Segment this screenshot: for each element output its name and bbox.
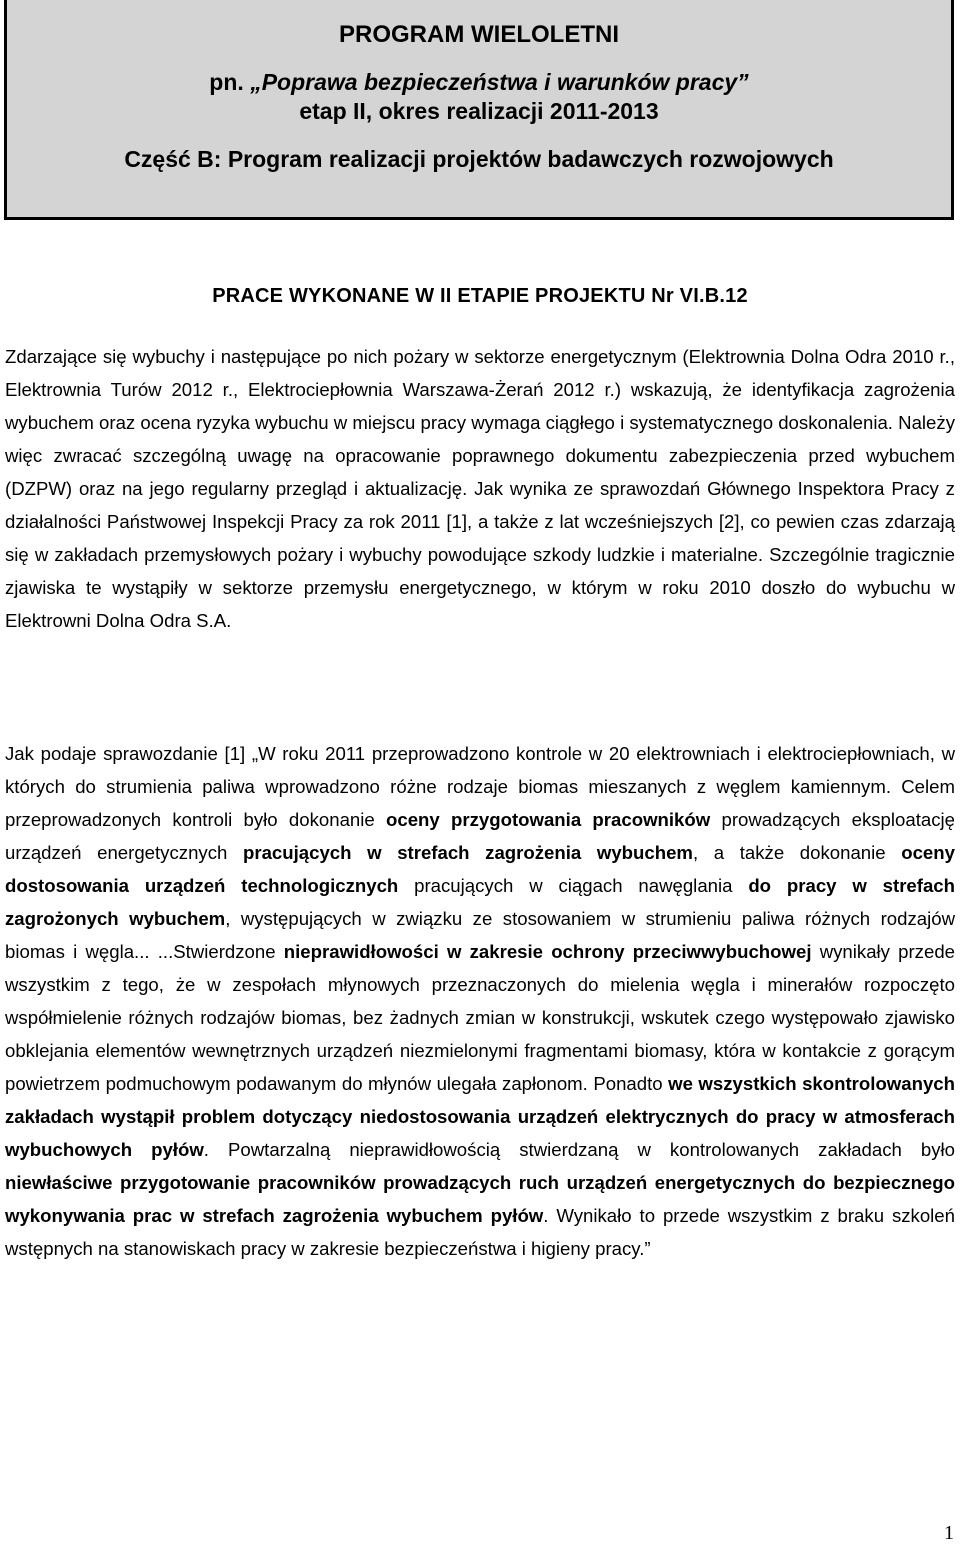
program-label: PROGRAM WIELOLETNI <box>339 21 619 48</box>
quote-segment: , występujących w związku ze stosowaniem w strumieniu paliwa różnych rodzajów biomas i węgla... ...Stwierdzone <box>5 908 956 962</box>
quote-emphasis: niewłaściwe przygotowanie pracowników prowadzących ruch urządzeń energetycznych do bezpiecznego wykonywania prac w strefach zagrożenia wybuchem pyłów <box>5 1172 955 1226</box>
paragraph-report-quote <box>5 737 955 1265</box>
quote-emphasis: we wszystkich skontrolowanych zakładach wystąpił problem dotyczący niedostosowania urządzeń elektrycznych do pracy w atmosferach wybuchowych pyłów <box>5 1073 955 1160</box>
quote-segment: pracujących w ciągach nawęglania <box>398 875 749 896</box>
program-part: Część B: Program realizacji projektów badawczych rozwojowych <box>124 146 834 172</box>
quote-segment: . Powtarzalną nieprawidłowością stwierdzaną w kontrolowanych zakładach było <box>203 1139 955 1160</box>
quote-segment: Jak podaje sprawozdanie [1] „W roku 2011 przeprowadzono kontrole w 20 elektrowniach i elektrociepłowniach, w których do strumienia paliwa wprowadzono różne rodzaje biomas mieszanych z węglem kamiennym. Celem przeprowadzonych kontroli było dokonanie <box>5 743 955 830</box>
quote-segment: , a także dokonanie <box>692 842 902 863</box>
program-name-prefix: pn. <box>209 69 251 95</box>
program-name <box>7 69 951 96</box>
quote-emphasis: pracujących w strefach zagrożenia wybuchem <box>242 842 693 863</box>
program-header-box <box>4 0 954 220</box>
quote-segment: . Wynikało to przede wszystkim z braku szkoleń wstępnych na stanowiskach pracy w zakresie bezpieczeństwa i higieny pracy.” <box>5 1205 955 1259</box>
paragraph-intro-text-b: Jak wynika ze sprawozdań Głównego Inspektora Pracy z działalności Państwowej Inspekcji Pracy za rok 2011 [1], a także z lat wcześniejszych [2], co pewien czas zdarzają się w zakładach przemysłowych pożary i wybuchy powodujące szkody ludzkie i materialne. Szczególnie tragicznie zjawiska te wystąpiły w sektorze przemysłu energetycznego, w którym w roku 2010 doszło do wybuchu w Elektrowni Dolna Odra S.A. <box>5 478 955 631</box>
program-name-title: „Poprawa bezpieczeństwa i warunków pracy” <box>250 69 749 95</box>
paragraph-intro-text-a: Zdarzające się wybuchy i następujące po nich pożary w sektorze energetycznym (Elektrownia Dolna Odra 2010 r., Elektrownia Turów 2012 r., Elektrociepłownia Warszawa-Żerań 2012 r.) wskazują, że identyfikacja zagrożenia wybuchem oraz ocena ryzyka wybuchu w miejscu pracy wymaga ciągłego i systematycznego doskonalenia. Należy więc zwracać szczególną uwagę na opracowanie poprawnego dokumentu zabezpieczenia przed wybuchem (DZPW) oraz na jego regularny przegląd i aktualizację. <box>5 346 955 499</box>
quote-segment: prowadzących eksploatację urządzeń energetycznych <box>5 809 955 863</box>
quote-emphasis: do pracy w strefach zagrożonych wybuchem <box>5 875 956 929</box>
program-stage: etap II, okres realizacji 2011-2013 <box>299 98 659 124</box>
page-number: 1 <box>944 1522 954 1544</box>
paragraph-intro <box>5 340 955 637</box>
quote-segment: wynikały przede wszystkim z tego, że w zespołach młynowych przeznaczonych do mielenia węgla i minerałów rozpoczęto współmielenie różnych rodzajów biomas, bez żadnych zmian w konstrukcji, wskutek czego występowało zjawisko obklejania elementów wewnętrznych urządzeń niezmielonymi fragmentami biomasy, która w kontakcie z gorącym powietrzem podmuchowym podawanym do młynów ulegała zapłonom. Ponadto <box>5 941 956 1094</box>
quote-emphasis: nieprawidłowości w zakresie ochrony przeciwwybuchowej <box>283 941 812 962</box>
project-title: PRACE WYKONANE W II ETAPIE PROJEKTU Nr VI.B.12 <box>212 285 748 307</box>
quote-emphasis: oceny przygotowania pracowników <box>386 809 711 830</box>
quote-emphasis: oceny dostosowania urządzeń technologicznych <box>5 842 955 896</box>
